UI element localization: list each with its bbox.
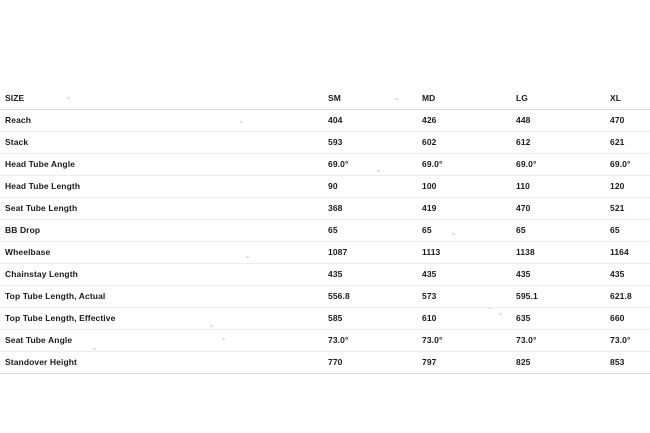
- cell-xl: 621.8: [610, 291, 632, 301]
- cell-lg: 825: [516, 357, 531, 367]
- cell-md: 419: [422, 203, 437, 213]
- cell-sm: 404: [328, 115, 343, 125]
- cell-sm: 73.0°: [328, 335, 349, 345]
- table-row: [0, 132, 650, 154]
- cell-lg: 595.1: [516, 291, 538, 301]
- table-row: [0, 330, 650, 352]
- table-body: [0, 110, 650, 374]
- row-label: Reach: [5, 115, 32, 125]
- row-label: Standover Height: [5, 357, 77, 367]
- table-row: [0, 176, 650, 198]
- cell-md: 73.0°: [422, 335, 443, 345]
- row-label: Chainstay Length: [5, 269, 78, 279]
- cell-sm: 585: [328, 313, 343, 323]
- column-header-md: MD: [422, 88, 516, 110]
- cell-xl: 1164: [610, 247, 629, 257]
- row-label: Top Tube Length, Actual: [5, 291, 106, 301]
- cell-lg: 435: [516, 269, 531, 279]
- cell-lg: 1138: [516, 247, 535, 257]
- table-header-row: [0, 88, 650, 110]
- cell-sm: 1087: [328, 247, 348, 257]
- cell-sm: 770: [328, 357, 343, 367]
- cell-md: 100: [422, 181, 437, 191]
- cell-sm: 435: [328, 269, 343, 279]
- cell-md: 602: [422, 137, 437, 147]
- cell-sm: 593: [328, 137, 343, 147]
- cell-sm: 556.8: [328, 291, 350, 301]
- cell-xl: 853: [610, 357, 625, 367]
- cell-md: 426: [422, 115, 437, 125]
- cell-lg: 65: [516, 225, 526, 235]
- cell-sm: 90: [328, 181, 338, 191]
- cell-xl: 69.0°: [610, 159, 631, 169]
- table-row: [0, 352, 650, 374]
- cell-xl: 73.0°: [610, 335, 631, 345]
- cell-md: 65: [422, 225, 432, 235]
- cell-lg: 612: [516, 137, 531, 147]
- cell-md: 797: [422, 357, 437, 367]
- column-header-sm: SM: [327, 88, 422, 110]
- cell-xl: 120: [610, 181, 625, 191]
- row-label: Top Tube Length, Effective: [5, 313, 116, 323]
- cell-md: 610: [422, 313, 437, 323]
- column-header-size: SIZE: [0, 88, 327, 110]
- cell-lg: 69.0°: [516, 159, 537, 169]
- cell-lg: 110: [516, 181, 531, 191]
- row-label: Stack: [5, 137, 29, 147]
- cell-xl: 470: [610, 115, 625, 125]
- cell-lg: 448: [516, 115, 531, 125]
- cell-xl: 521: [610, 203, 625, 213]
- table-head: [0, 88, 650, 110]
- table-row: [0, 220, 650, 242]
- table-row: [0, 110, 650, 132]
- cell-lg: 470: [516, 203, 531, 213]
- row-label: Wheelbase: [5, 247, 51, 257]
- cell-lg: 73.0°: [516, 335, 537, 345]
- cell-xl: 660: [610, 313, 625, 323]
- table-row: [0, 308, 650, 330]
- cell-md: 573: [422, 291, 437, 301]
- table-row: [0, 198, 650, 220]
- cell-xl: 65: [610, 225, 620, 235]
- row-label: BB Drop: [5, 225, 41, 235]
- cell-md: 69.0°: [422, 159, 443, 169]
- cell-xl: 435: [610, 269, 625, 279]
- cell-md: 435: [422, 269, 437, 279]
- table-row: [0, 242, 650, 264]
- cell-sm: 65: [328, 225, 338, 235]
- cell-xl: 621: [610, 137, 625, 147]
- cell-lg: 635: [516, 313, 531, 323]
- cell-sm: 368: [328, 203, 343, 213]
- table-row: [0, 264, 650, 286]
- geometry-table: [0, 88, 650, 374]
- cell-sm: 69.0°: [328, 159, 349, 169]
- row-label: Seat Tube Length: [5, 203, 78, 213]
- table-row: [0, 286, 650, 308]
- column-header-xl: XL: [610, 88, 650, 110]
- row-label: Seat Tube Angle: [5, 335, 73, 345]
- table-row: [0, 154, 650, 176]
- geometry-table-container: [0, 88, 650, 374]
- cell-md: 1113: [422, 247, 441, 257]
- row-label: Head Tube Length: [5, 181, 81, 191]
- row-label: Head Tube Angle: [5, 159, 75, 169]
- column-header-lg: LG: [516, 88, 610, 110]
